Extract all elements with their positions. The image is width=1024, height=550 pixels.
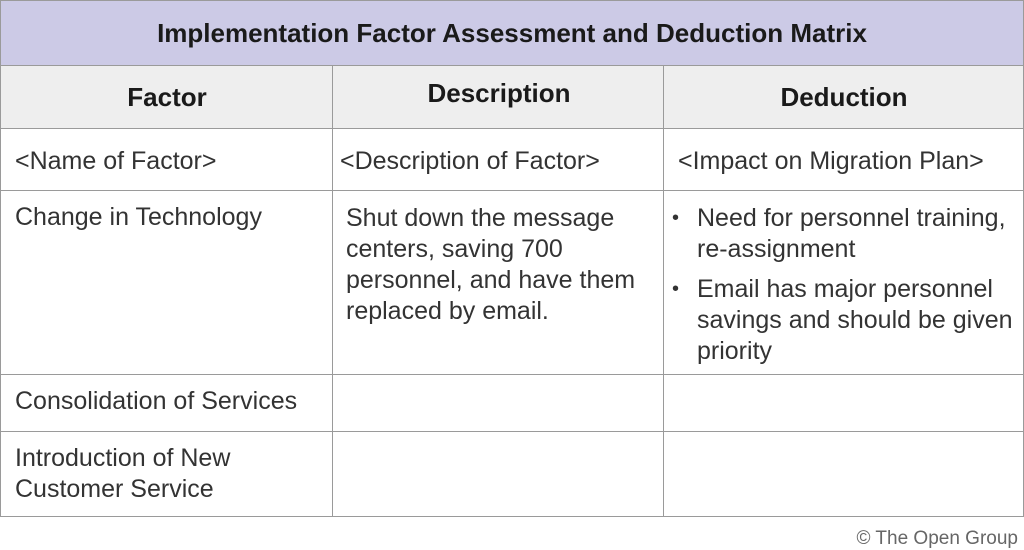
row-divider	[1, 431, 1023, 432]
table-cell-description: <Description of Factor>	[340, 147, 600, 175]
table-cell-factor: Change in Technology	[15, 203, 262, 231]
list-item	[666, 203, 1016, 265]
row-divider	[1, 190, 1023, 191]
table-cell-deduction: <Impact on Migration Plan>	[678, 147, 984, 175]
copyright-notice: © The Open Group	[856, 528, 1018, 549]
column-divider	[663, 66, 664, 517]
column-divider	[332, 66, 333, 517]
bullet-text: Email has major personnel savings and should be given priority	[697, 275, 1013, 365]
bullet-icon: •	[672, 207, 680, 229]
bullet-icon: •	[672, 278, 680, 300]
table-cell-factor: Consolidation of Services	[15, 387, 298, 415]
deduction-bullet-list	[666, 203, 1016, 376]
table-cell-description: Shut down the message centers, saving 700 personnel, and have them replaced by email.	[346, 204, 636, 325]
column-header-description: Description	[427, 77, 571, 108]
list-item	[666, 274, 1016, 367]
matrix-title: Implementation Factor Assessment and Deduction Matrix	[1, 1, 1023, 66]
table-cell-factor: Introduction of New Customer Service	[15, 444, 231, 503]
table-cell-factor: <Name of Factor>	[15, 147, 217, 175]
column-header-factor: Factor	[127, 81, 207, 112]
bullet-text: Need for personnel training, re-assignment	[697, 204, 1006, 263]
column-header-deduction: Deduction	[780, 81, 908, 112]
header-row	[1, 66, 1023, 129]
